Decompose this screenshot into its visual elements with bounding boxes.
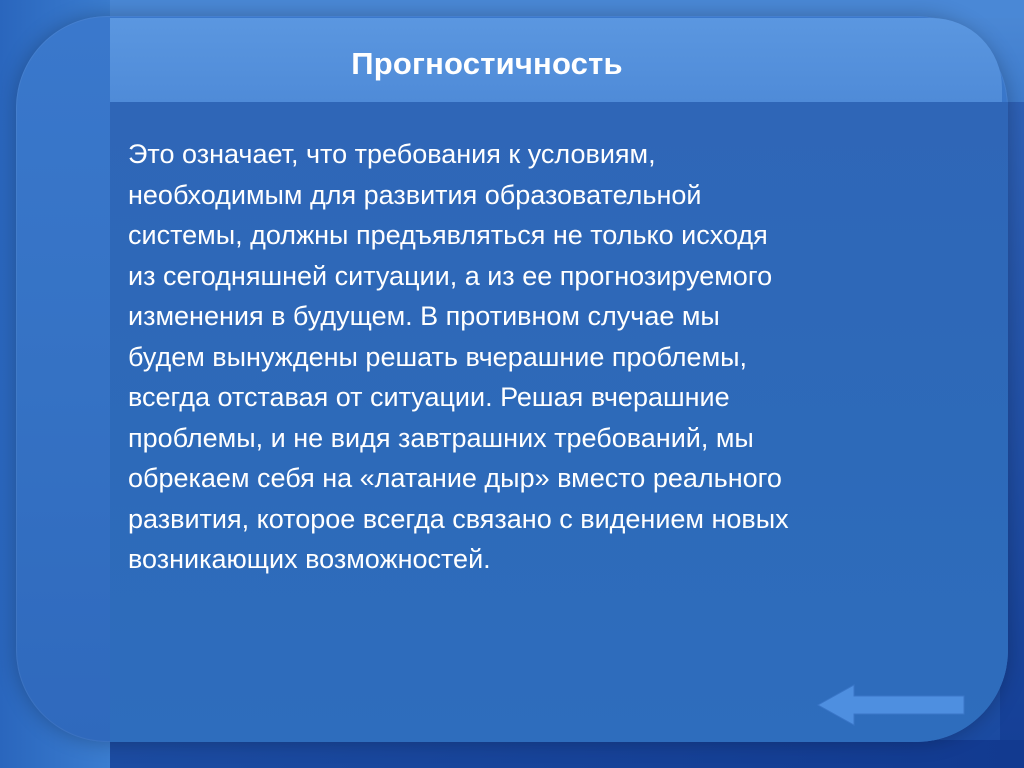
body-line: обрекаем себя на «латание дыр» вместо реального — [128, 463, 782, 493]
body-line: развития, которое всегда связано с видением новых — [128, 503, 789, 534]
back-button[interactable] — [816, 684, 966, 726]
body-line: всегда отставая от ситуации. Решая вчерашние — [128, 382, 730, 412]
body-line: изменения в будущем. В противном случае мы — [128, 301, 720, 331]
left-arrow-icon — [816, 684, 966, 726]
body-line: возникающих возможностей. — [128, 544, 491, 574]
slide-body-text — [128, 134, 988, 580]
body-line: будем вынуждены решать вчерашние проблемы, — [128, 341, 748, 372]
body-line: проблемы, и не видя завтрашних требований, мы — [128, 422, 754, 453]
bottom-edge-strip — [110, 740, 1024, 768]
body-line: системы, должны предъявляться не только исходя — [128, 220, 768, 250]
body-line: Это означает, что требования к условиям, — [128, 139, 656, 169]
slide-title: Прогностичность — [351, 46, 623, 81]
body-line: из сегодняшней ситуации, а из ее прогнозируемого — [128, 260, 773, 291]
body-line: необходимым для развития образовательной — [128, 179, 702, 210]
